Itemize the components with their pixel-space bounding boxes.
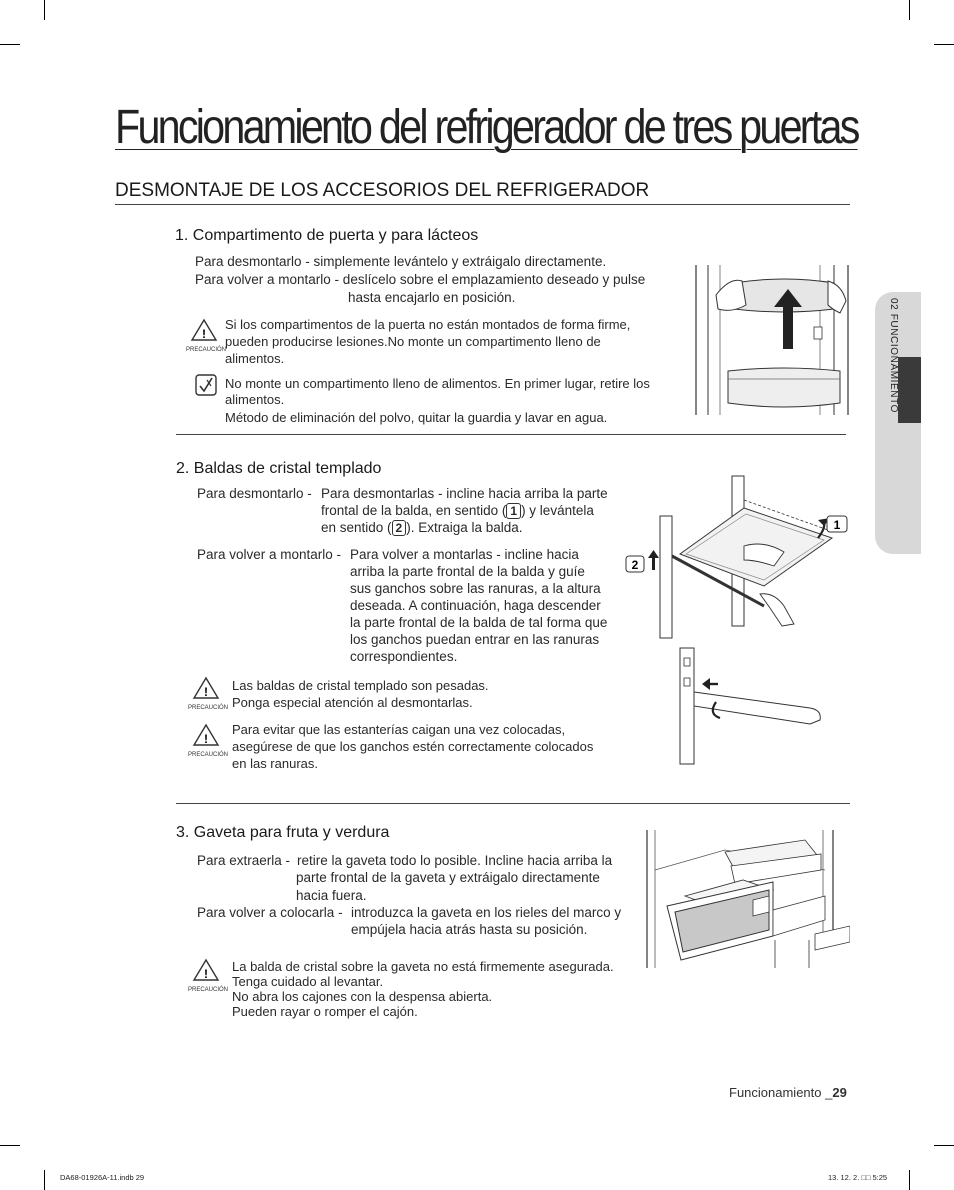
refit-line: empújela hacia atrás hasta su posición.: [351, 922, 588, 937]
page-number: 29: [832, 1085, 847, 1100]
refit-line: arriba la parte frontal de la balda y guíe: [350, 564, 585, 579]
refit-line: deseada. A continuación, haga descender: [350, 598, 601, 613]
refit-line: la parte frontal de la balda de tal forma que: [350, 615, 608, 630]
section-1-heading: 1. Compartimento de puerta y para lácteos: [175, 227, 479, 244]
caution-icon: [188, 958, 229, 993]
step-2-badge: 2: [392, 520, 407, 536]
section-1-line: hasta encajarlo en posición.: [348, 290, 516, 305]
caution-label: PRECAUCIÓN: [188, 752, 229, 758]
note-text: Método de eliminación del polvo, quitar la guardia y lavar en agua.: [225, 410, 608, 425]
caution-text: Pueden rayar o romper el cajón.: [232, 1004, 418, 1019]
section-1-line: Para volver a montarlo - deslícelo sobre el emplazamiento deseado y pulse: [195, 272, 646, 287]
svg-text:!: !: [204, 685, 208, 699]
note-text: alimentos.: [225, 392, 285, 407]
caution-text: No abra los cajones con la despensa abierta.: [232, 989, 493, 1004]
file-info: DA68-01926A-11.indb 29: [60, 1173, 145, 1182]
door-bin-illustration: [694, 265, 850, 420]
caution-label: PRECAUCIÓN: [188, 987, 229, 993]
section-heading: DESMONTAJE DE LOS ACCESORIOS DEL REFRIGERADOR: [115, 180, 650, 201]
caution-icon: [188, 723, 229, 758]
svg-text:!: !: [202, 327, 206, 341]
section-3-heading: 3. Gaveta para fruta y verdura: [176, 824, 390, 841]
svg-text:!: !: [204, 732, 208, 746]
refit-line: sus ganchos sobre las ranuras, a la altura: [350, 581, 601, 596]
caution-text: Para evitar que las estanterías caigan una vez colocadas,: [232, 722, 566, 737]
caution-text: asegúrese de que los ganchos estén correctamente colocados: [232, 739, 594, 754]
extract-line: hacia fuera.: [296, 888, 367, 903]
refit-line: correspondientes.: [350, 649, 458, 664]
caution-label: PRECAUCIÓN: [186, 347, 227, 353]
figure-step-1-label: 1: [833, 518, 841, 532]
extract-line: retire la gaveta todo lo posible. Incline hacia arriba la: [297, 853, 613, 868]
remove-line: Para desmontarlas - incline hacia arriba la parte: [321, 486, 608, 501]
extract-label: Para extraerla -: [197, 853, 291, 868]
caution-text: Las baldas de cristal templado son pesadas.: [232, 678, 489, 693]
note-icon: [195, 374, 217, 401]
side-tab-marker: [898, 357, 921, 423]
svg-text:!: !: [204, 967, 208, 981]
refit-line: los ganchos puedan entrar en las ranuras: [350, 632, 600, 647]
page-title: Funcionamiento del refrigerador de tres puertas: [115, 101, 858, 154]
section-1-line: Para desmontarlo - simplemente levántelo y extráigalo directamente.: [195, 254, 607, 269]
page-footer: Funcionamiento _29: [729, 1085, 847, 1100]
caution-text: Si los compartimentos de la puerta no están montados de forma firme,: [225, 317, 631, 332]
step-1-badge: 1: [506, 503, 521, 519]
caution-text: Tenga cuidado al levantar.: [232, 974, 384, 989]
caution-icon: [186, 318, 227, 353]
remove-label: Para desmontarlo -: [197, 486, 312, 501]
remove-line: frontal de la balda, en sentido ( 1 ) y levántela: [321, 503, 594, 518]
glass-shelf-illustration: [624, 474, 852, 771]
extract-line: parte frontal de la gaveta y extráigalo directamente: [296, 870, 600, 885]
caution-label: PRECAUCIÓN: [188, 705, 229, 711]
caution-text: en las ranuras.: [232, 756, 318, 771]
print-date: 13. 12. 2. □□ 5:25: [828, 1173, 888, 1182]
refit-line: introduzca la gaveta en los rieles del marco y: [351, 905, 622, 920]
figure-step-2-label: 2: [631, 558, 639, 572]
caution-text: Ponga especial atención al desmontarlas.: [232, 695, 473, 710]
refit-line: Para volver a montarlas - incline hacia: [350, 547, 579, 562]
caution-text: La balda de cristal sobre la gaveta no está firmemente asegurada.: [232, 959, 614, 974]
caution-text: alimentos.: [225, 351, 285, 366]
refit-label: Para volver a montarlo -: [197, 547, 342, 562]
caution-text: pueden producirse lesiones.No monte un compartimento lleno de: [225, 334, 601, 349]
note-text: No monte un compartimento lleno de alimentos. En primer lugar, retire los: [225, 376, 650, 391]
caution-icon: [188, 676, 229, 711]
crisper-drawer-illustration: [645, 830, 850, 975]
side-tab-label: 02 FUNCIONAMIENTO: [888, 298, 899, 414]
remove-line: en sentido ( 2 ). Extraiga la balda.: [321, 520, 523, 535]
refit-label: Para volver a colocarla -: [197, 905, 343, 920]
section-2-heading: 2. Baldas de cristal templado: [176, 460, 382, 477]
